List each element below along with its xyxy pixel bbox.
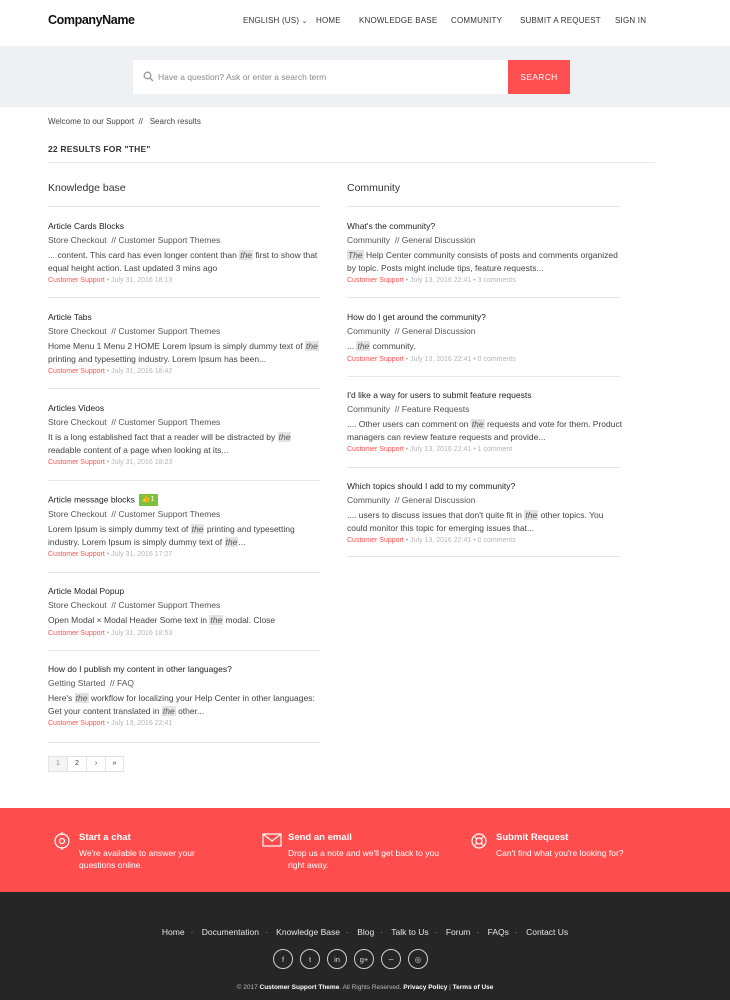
search-band <box>0 46 730 107</box>
kb-result-snippet: It is a long established fact that a reader will be distracted by the readable content of a page when looking at its... <box>48 432 291 455</box>
community-result-category: Community // General Discussion <box>347 495 476 505</box>
topic-link[interactable]: Feature Requests <box>401 404 470 414</box>
community-result-meta: Customer Support • July 13, 2016 22:41 • 0 comments <box>347 537 516 544</box>
email-icon <box>262 832 282 850</box>
kb-result-category: Store Checkout // Customer Support Themes <box>48 417 221 427</box>
divider <box>48 742 320 743</box>
breadcrumb-current: Search results <box>149 117 201 126</box>
footer-link-home[interactable]: Home <box>161 927 185 937</box>
divider <box>48 297 320 298</box>
section-link[interactable]: Customer Support Themes <box>118 235 221 245</box>
kb-result-item <box>48 494 324 560</box>
google-plus-icon[interactable]: g+ <box>354 949 374 969</box>
footer-link-blog[interactable]: Blog <box>357 927 375 937</box>
knowledge-base-heading: Knowledge base <box>48 182 126 194</box>
kb-result-item <box>48 312 324 377</box>
kb-result-snippet: Lorem Ipsum is simply dummy text of the printing and typesetting industry. Lorem Ipsum is simply dummy text of the... <box>48 524 295 547</box>
community-result-item <box>347 390 623 455</box>
kb-result-category: Store Checkout // Customer Support Themes <box>48 509 221 519</box>
start-chat-desc: We're available to answer your questions online. <box>79 848 195 870</box>
footer-link-forum[interactable]: Forum <box>445 927 471 937</box>
community-heading: Community <box>347 182 401 194</box>
comments-count[interactable]: 1 comment <box>477 446 513 453</box>
kb-result-meta: Customer Support • July 31, 2016 18:23 <box>48 459 173 466</box>
section-link[interactable]: FAQ <box>116 678 134 688</box>
lifebuoy-icon <box>470 832 488 852</box>
divider <box>48 480 320 481</box>
community-result-meta: Customer Support • July 13, 2016 22:41 • 3 comments <box>347 277 516 284</box>
nav-knowledge-base[interactable]: KNOWLEDGE BASE <box>359 16 438 25</box>
linkedin-icon[interactable]: in <box>327 949 347 969</box>
community-result-snippet: ... the community. <box>347 341 416 351</box>
kb-result-title[interactable]: Article Cards Blocks <box>48 221 125 231</box>
chevron-down-icon: ⌄ <box>301 18 308 25</box>
dribbble-icon[interactable]: ◎ <box>408 949 428 969</box>
community-result-category: Community // General Discussion <box>347 235 476 245</box>
divider <box>48 388 320 389</box>
kb-result-meta: Customer Support • July 31, 2016 18:13 <box>48 277 173 284</box>
copyright-brand: Customer Support Theme <box>259 984 340 991</box>
send-email-title: Send an email <box>288 832 352 843</box>
footer-link-contact-us[interactable]: Contact Us <box>526 927 569 937</box>
divider <box>48 572 320 573</box>
kb-result-meta: Customer Support • July 31, 2016 18:42 <box>48 368 173 375</box>
category-link[interactable]: Store Checkout <box>48 235 107 245</box>
contact-band <box>0 808 730 892</box>
copyright: © 2017 Customer Support Theme. All Rights Reserved. Privacy Policy | Terms of Use <box>236 984 494 991</box>
submit-request-desc: Can't find what you're looking for? <box>496 848 624 858</box>
search-input[interactable] <box>158 60 498 94</box>
results-count: 22 RESULTS FOR "THE" <box>48 144 151 154</box>
footer-link-documentation[interactable]: Documentation <box>201 927 259 937</box>
kb-result-item <box>48 586 324 639</box>
community-result-meta: Customer Support • July 13, 2016 22:41 • 1 comment <box>347 446 513 453</box>
author-link[interactable]: Customer Support <box>48 277 105 284</box>
author-link[interactable]: Customer Support <box>48 459 105 466</box>
breadcrumb-home[interactable]: Welcome to our Support <box>48 117 135 126</box>
page-2[interactable]: 2 <box>67 756 86 772</box>
nav-community[interactable]: COMMUNITY <box>451 16 503 25</box>
kb-result-snippet: Here's the workflow for localizing your Help Center in other languages: Get your content translated in the other... <box>48 693 315 716</box>
kb-result-category: Store Checkout // Customer Support Themes <box>48 235 221 245</box>
breadcrumb-separator: // <box>136 117 148 126</box>
footer-link-faqs[interactable]: FAQs <box>487 927 509 937</box>
category-link[interactable]: Community <box>347 495 390 505</box>
logo[interactable]: CompanyName <box>48 13 135 27</box>
twitter-icon[interactable]: t <box>300 949 320 969</box>
kb-result-title[interactable]: How do I publish my content in other languages? <box>48 664 232 674</box>
section-link[interactable]: Customer Support Themes <box>118 326 221 336</box>
section-link[interactable]: Customer Support Themes <box>118 509 221 519</box>
thumbs-up-icon: 👍 <box>141 496 151 503</box>
nav-submit-request[interactable]: SUBMIT A REQUEST <box>520 16 601 25</box>
kb-result-title[interactable]: Articles Videos <box>48 403 105 413</box>
category-link[interactable]: Community <box>347 235 390 245</box>
kb-result-category: Store Checkout // Customer Support Themes <box>48 600 221 610</box>
category-link[interactable]: Getting Started <box>48 678 106 688</box>
community-result-snippet: The Help Center community consists of posts and comments organized by topic. Posts might include tips, feature requests... <box>347 250 618 273</box>
author-link[interactable]: Customer Support <box>347 446 404 453</box>
comments-count[interactable]: 0 comments <box>477 537 516 544</box>
author-link[interactable]: Customer Support <box>48 720 105 727</box>
category-link[interactable]: Store Checkout <box>48 600 107 610</box>
community-result-title[interactable]: How do I get around the community? <box>347 312 486 322</box>
page-1: 1 <box>48 756 67 772</box>
divider <box>347 206 620 207</box>
rss-icon[interactable]: ∽ <box>381 949 401 969</box>
submit-request-title: Submit Request <box>496 832 569 843</box>
nav-home[interactable]: HOME <box>316 16 341 25</box>
pagination <box>48 756 124 772</box>
chat-icon <box>53 832 71 852</box>
last-page-button[interactable]: » <box>105 756 124 772</box>
kb-result-meta: Customer Support • July 31, 2016 17:27 <box>48 551 173 558</box>
community-result-title[interactable]: I'd like a way for users to submit feature requests <box>347 390 532 400</box>
vote-badge: 👍1 <box>139 494 158 506</box>
facebook-icon[interactable]: f <box>273 949 293 969</box>
kb-result-title-link[interactable]: Article message blocks <box>48 494 135 505</box>
social-links <box>273 949 435 969</box>
comments-count[interactable]: 0 comments <box>477 355 516 363</box>
kb-result-meta: Customer Support • July 13, 2016 22:41 <box>48 720 173 727</box>
divider <box>48 650 320 651</box>
section-link[interactable]: Customer Support Themes <box>118 417 221 427</box>
topic-link[interactable]: General Discussion <box>401 326 476 336</box>
community-result-title[interactable]: What's the community? <box>347 221 436 231</box>
community-result-item <box>347 312 623 365</box>
footer-link-talk-to-us[interactable]: Talk to Us <box>391 927 429 937</box>
author-link[interactable]: Customer Support <box>347 537 404 544</box>
community-result-category: Community // Feature Requests <box>347 404 470 414</box>
search-button[interactable]: SEARCH <box>508 60 570 94</box>
community-result-category: Community // General Discussion <box>347 326 476 336</box>
kb-result-title[interactable]: Article Modal Popup <box>48 586 125 596</box>
kb-result-snippet: Open Modal × Modal Header Some text in the modal. Close <box>48 615 276 625</box>
category-link[interactable]: Store Checkout <box>48 417 107 427</box>
kb-result-item <box>48 221 324 286</box>
divider <box>347 297 620 298</box>
author-link[interactable]: Customer Support <box>347 277 404 284</box>
start-chat-title: Start a chat <box>79 832 131 843</box>
next-page-button[interactable]: › <box>86 756 105 772</box>
community-result-snippet: .... users to discuss issues that don't quite fit in the other topics. You could monitor this topic for emerging issues that... <box>347 510 604 533</box>
search-icon <box>143 71 154 84</box>
nav-language[interactable] <box>243 16 308 25</box>
kb-result-snippet: ... content. This card has even longer content than the first to show that equal height action. Last updated 3 mins ago <box>48 250 318 273</box>
community-result-meta: Customer Support • July 13, 2016 22:41 • 0 comments <box>347 355 516 363</box>
kb-result-category: Getting Started // FAQ <box>48 678 134 688</box>
author-link[interactable]: Customer Support <box>347 355 404 363</box>
community-result-item <box>347 481 623 546</box>
comments-count[interactable]: 3 comments <box>477 277 516 284</box>
author-link[interactable]: Customer Support <box>48 629 105 637</box>
kb-result-snippet: Home Menu 1 Menu 2 HOME Lorem Ipsum is simply dummy text of the printing and typesetting industry. Lorem Ipsum has been... <box>48 341 318 364</box>
search-box <box>133 60 508 94</box>
divider <box>48 206 320 207</box>
breadcrumb <box>48 117 201 126</box>
category-link[interactable]: Community <box>347 404 390 414</box>
divider <box>48 162 655 163</box>
category-link[interactable]: Community <box>347 326 390 336</box>
kb-result-item <box>48 403 324 468</box>
kb-result-title[interactable]: Article Tabs <box>48 312 92 322</box>
divider <box>347 376 620 377</box>
divider <box>347 467 620 468</box>
footer-links: Home · Documentation · Knowledge Base · Blog · Talk to Us · Forum · FAQs · Contact Us <box>161 927 569 937</box>
divider <box>347 556 620 557</box>
kb-result-item <box>48 664 324 729</box>
privacy-policy-link[interactable]: Privacy Policy <box>403 984 448 991</box>
kb-result-category: Store Checkout // Customer Support Themes <box>48 326 221 336</box>
section-link[interactable]: Customer Support Themes <box>118 600 221 610</box>
category-link[interactable]: Store Checkout <box>48 509 107 519</box>
kb-result-meta: Customer Support • July 31, 2016 18:53 <box>48 629 173 637</box>
author-link[interactable]: Customer Support <box>48 368 105 375</box>
author-link[interactable]: Customer Support <box>48 551 105 558</box>
send-email-desc: Drop us a note and we'll get back to you right away. <box>288 848 439 870</box>
terms-of-use-link[interactable]: Terms of Use <box>452 984 494 991</box>
community-result-item <box>347 221 623 286</box>
category-link[interactable]: Store Checkout <box>48 326 107 336</box>
topic-link[interactable]: General Discussion <box>401 495 476 505</box>
community-result-snippet: .... Other users can comment on the requests and vote for them. Product managers can review feature requests and provide... <box>347 419 623 442</box>
nav-language-label: ENGLISH (US) <box>243 16 300 25</box>
kb-result-title <box>48 494 324 506</box>
footer-link-knowledge-base[interactable]: Knowledge Base <box>276 927 340 937</box>
site-header <box>0 0 730 46</box>
nav-sign-in[interactable]: SIGN IN <box>615 16 647 25</box>
site-footer <box>0 892 730 1000</box>
community-result-title[interactable]: Which topics should I add to my community? <box>347 481 516 491</box>
topic-link[interactable]: General Discussion <box>401 235 476 245</box>
